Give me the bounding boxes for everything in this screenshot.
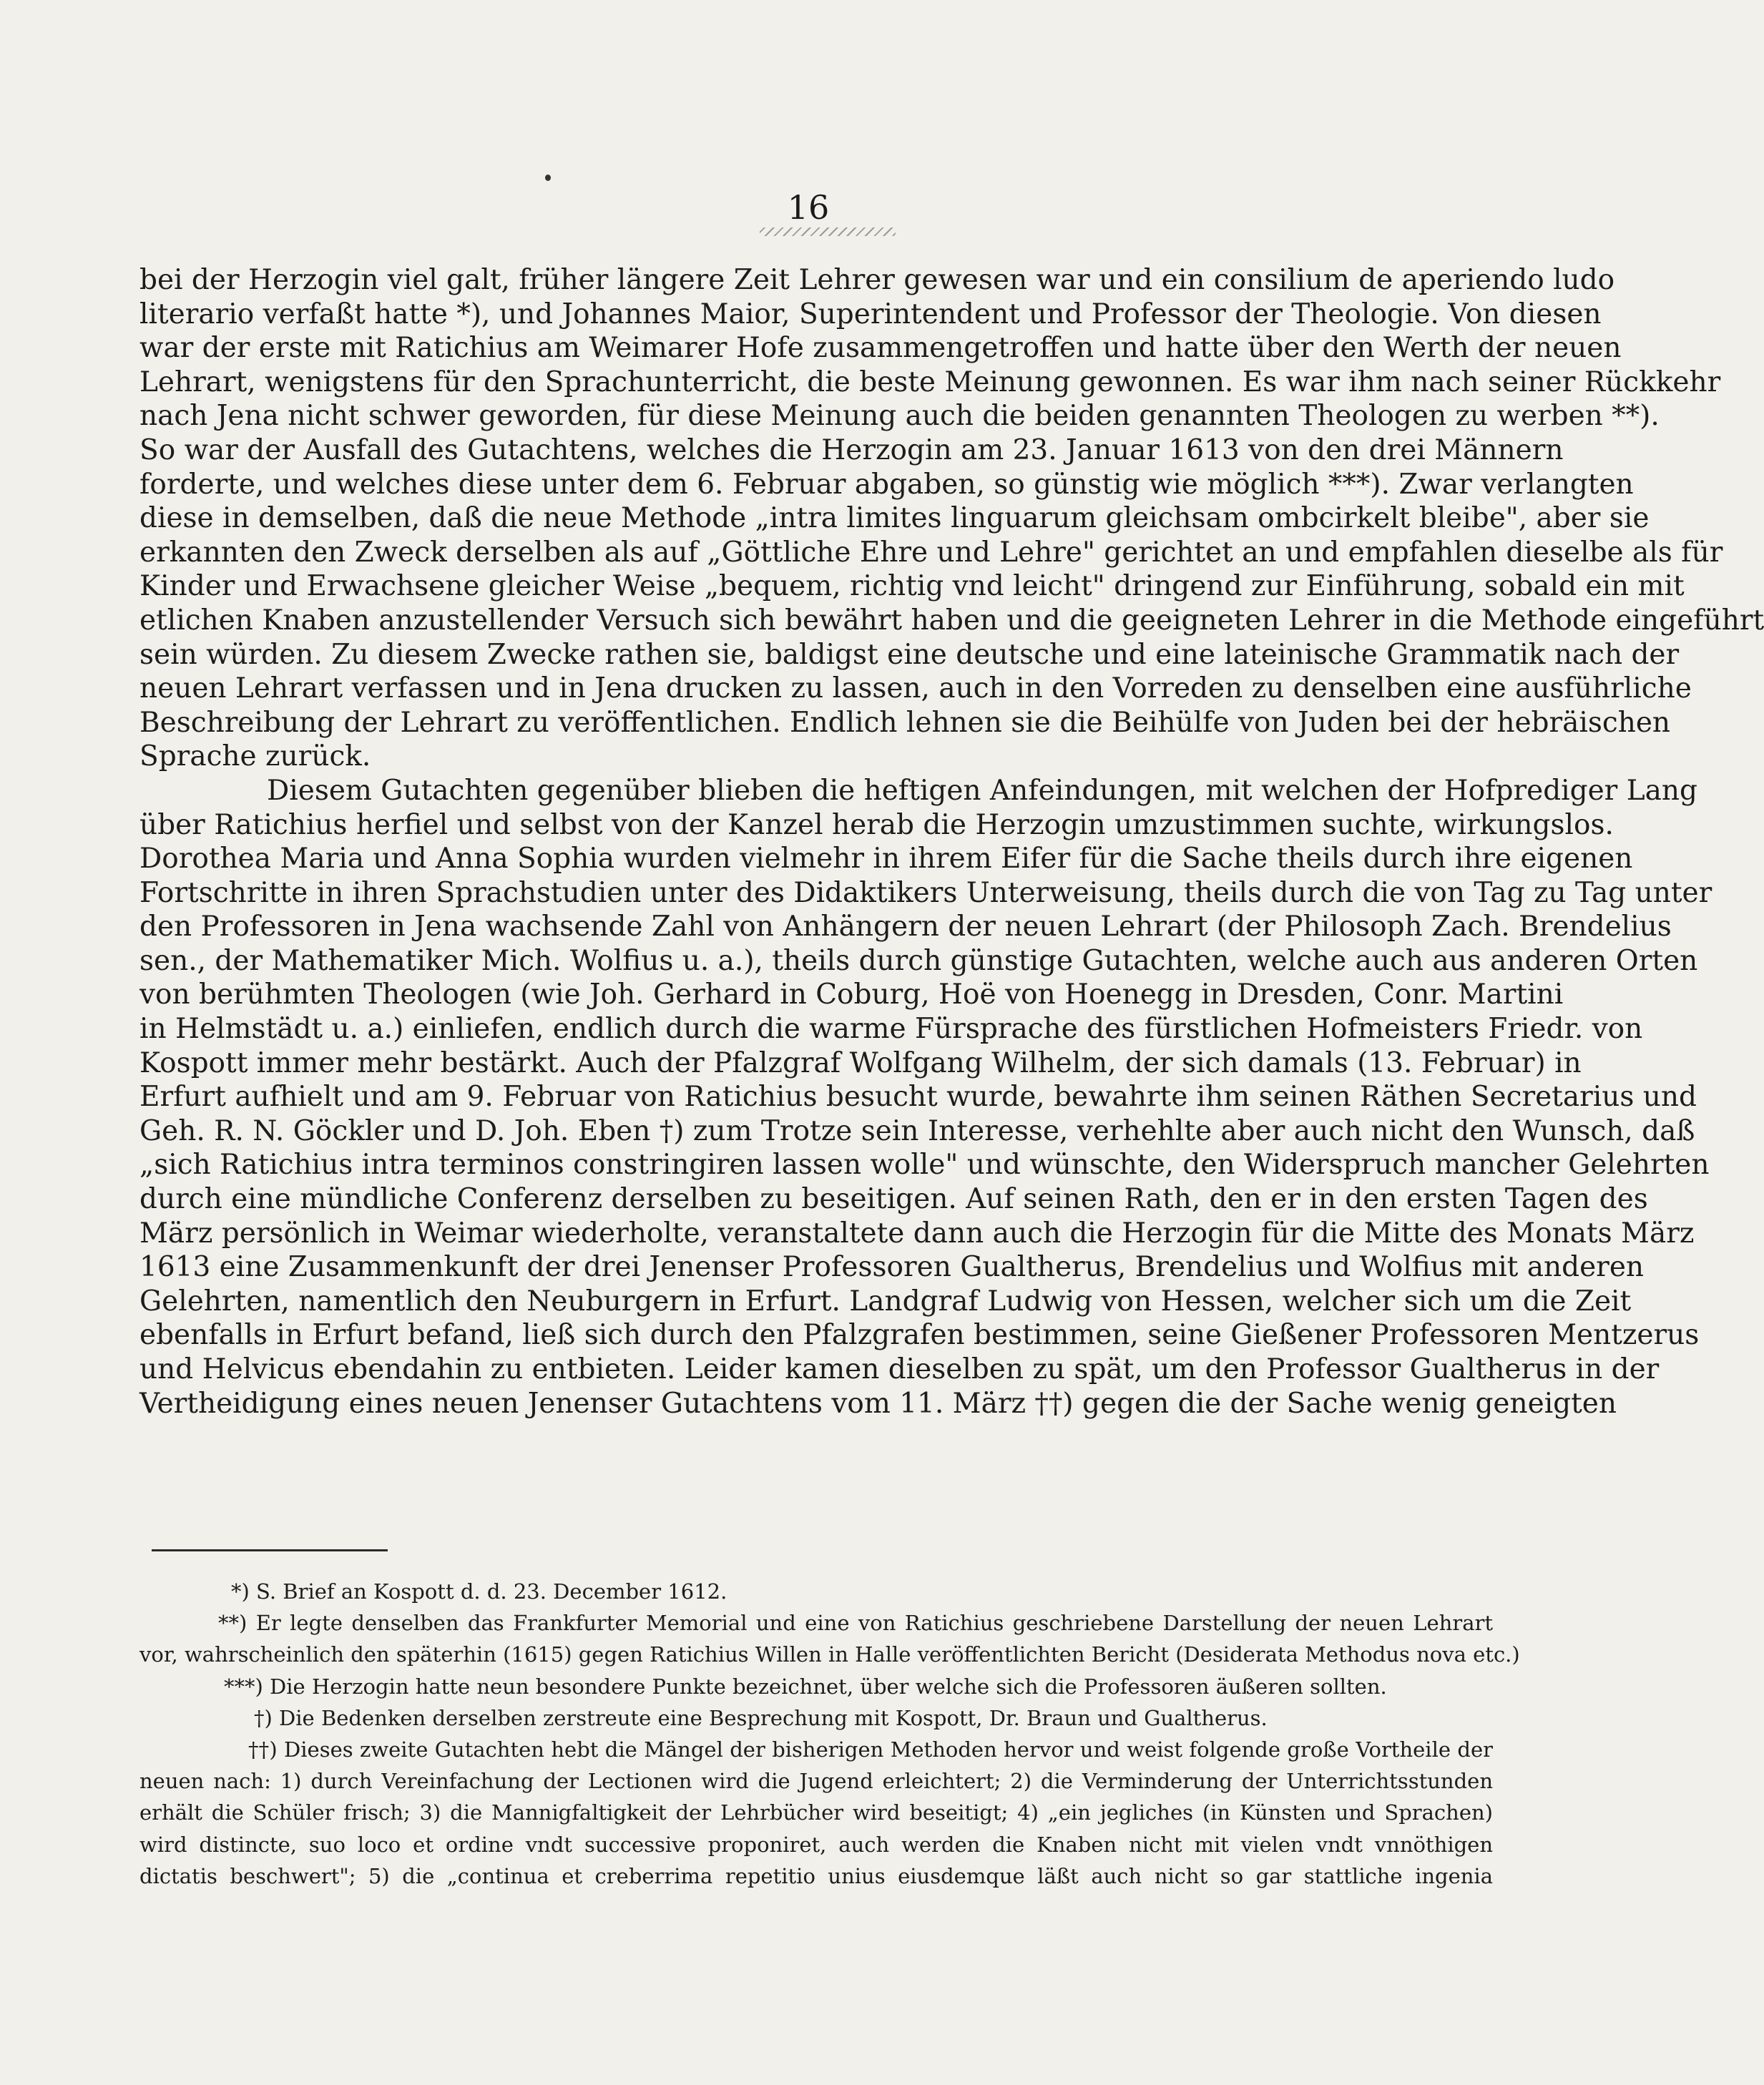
footnote-line: neuen nach: 1) durch Vereinfachung der Lectionen wird die Jugend erleichtert; 2) die Verminderung der Unterrichtsstunden [139, 1769, 1493, 1794]
body-line: sein würden. Zu diesem Zwecke rathen sie, baldigst eine deutsche und eine lateinische Grammatik nach der [139, 638, 1680, 671]
body-line: „sich Ratichius intra terminos constringiren lassen wolle" und wünschte, den Widerspruch mancher Gelehrten [139, 1149, 1710, 1182]
ink-speck [545, 175, 551, 181]
body-line: durch eine mündliche Conferenz derselben zu beseitigen. Auf seinen Rath, den er in den ersten Tagen des [139, 1183, 1648, 1216]
body-line: Diesem Gutachten gegenüber blieben die heftigen Anfeindungen, mit welchen der Hofprediger Lang [267, 774, 1697, 807]
footnote-line: dictatis beschwert"; 5) die „continua et creberrima repetitio unius eiusdemque läßt auch nicht so gar stattliche ingenia [139, 1863, 1493, 1888]
body-line: in Helmstädt u. a.) einliefen, endlich durch die warme Fürsprache des fürstlichen Hofmeisters Friedr. von [139, 1013, 1643, 1046]
body-line: neuen Lehrart verfassen und in Jena drucken zu lassen, auch in den Vorreden zu denselben eine ausführliche [139, 672, 1692, 705]
footnote-line: **) Er legte denselben das Frankfurter Memorial und eine von Ratichius geschriebene Darstellung der neuen Lehrart [218, 1611, 1493, 1636]
body-line: war der erste mit Ratichius am Weimarer Hofe zusammengetroffen und hatte über den Werth der neuen [139, 332, 1622, 365]
footnote-line: vor, wahrscheinlich den späterhin (1615) gegen Ratichius Willen in Halle veröffentlichten Bericht (Desiderata Methodus nova etc.) [139, 1642, 1520, 1667]
body-line: So war der Ausfall des Gutachtens, welches die Herzogin am 23. Januar 1613 von den drei Männern [139, 433, 1564, 466]
body-line: erkannten den Zweck derselben als auf „Göttliche Ehre und Lehre" gerichtet an und empfahlen dieselbe als für [139, 536, 1723, 569]
body-text [139, 263, 1764, 1421]
body-line: Fortschritte in ihren Sprachstudien unter des Didaktikers Unterweisung, theils durch die von Tag zu Tag unter [139, 876, 1712, 909]
body-line: etlichen Knaben anzustellender Versuch sich bewährt haben und die geeigneten Lehrer in die Methode eingeführt [139, 604, 1764, 637]
body-line: Erfurt aufhielt und am 9. Februar von Ratichius besucht wurde, bewahrte ihm seinen Räthen Secretarius und [139, 1081, 1697, 1114]
body-line: nach Jena nicht schwer geworden, für diese Meinung auch die beiden genannten Theologen zu werben **). [139, 400, 1660, 433]
body-line: Kospott immer mehr bestärkt. Auch der Pfalzgraf Wolfgang Wilhelm, der sich damals (13. Februar) in [139, 1046, 1582, 1079]
body-line: sen., der Mathematiker Mich. Wolfius u. a.), theils durch günstige Gutachten, welche auch aus anderen Orten [139, 944, 1698, 977]
body-line: diese in demselben, daß die neue Methode „intra limites linguarum gleichsam ombcirkelt bleibe", aber sie [139, 502, 1650, 535]
body-line: ebenfalls in Erfurt befand, ließ sich durch den Pfalzgrafen bestimmen, seine Gießener Professoren Mentzerus [139, 1319, 1700, 1352]
footnote-line: †) Die Bedenken derselben zerstreute eine Besprechung mit Kospott, Dr. Braun und Gualtherus. [254, 1705, 1268, 1730]
body-line: März persönlich in Weimar wiederholte, veranstaltete dann auch die Herzogin für die Mitte des Monats März [139, 1217, 1695, 1250]
body-line: den Professoren in Jena wachsende Zahl von Anhängern der neuen Lehrart (der Philosoph Zach. Brendelius [139, 911, 1672, 943]
body-line: Beschreibung der Lehrart zu veröffentlichen. Endlich lehnen sie die Beihülfe von Juden bei der hebräischen [139, 706, 1671, 739]
page-number-ornament [760, 227, 896, 236]
footnote-separator [152, 1549, 388, 1551]
body-line: 1613 eine Zusammenkunft der drei Jenenser Professoren Gualtherus, Brendelius und Wolfius mit anderen [139, 1251, 1645, 1284]
body-line: Vertheidigung eines neuen Jenenser Gutachtens vom 11. März ††) gegen die der Sache wenig geneigten [139, 1387, 1617, 1420]
footnote-line: *) S. Brief an Kospott d. d. 23. December 1612. [231, 1579, 727, 1604]
body-line: und Helvicus ebendahin zu entbieten. Leider kamen dieselben zu spät, um den Professor Gualtherus in der [139, 1353, 1660, 1385]
body-line: von berühmten Theologen (wie Joh. Gerhard in Coburg, Hoë von Hoenegg in Dresden, Conr. Martini [139, 978, 1564, 1011]
footnote-line: erhält die Schüler frisch; 3) die Mannigfaltigkeit der Lehrbücher wird beseitigt; 4) „ein jegliches (in Künsten und Sprachen) [139, 1800, 1493, 1825]
body-line: Kinder und Erwachsene gleicher Weise „bequem, richtig vnd leicht" dringend zur Einführung, sobald ein mit [139, 570, 1685, 603]
body-line: Sprache zurück. [139, 740, 371, 773]
body-line: forderte, und welches diese unter dem 6. Februar abgaben, so günstig wie möglich ***). Zwar verlangten [139, 468, 1634, 501]
body-line: bei der Herzogin viel galt, früher längere Zeit Lehrer gewesen war und ein consilium de aperiendo ludo [139, 264, 1615, 296]
body-line: über Ratichius herfiel und selbst von der Kanzel herab die Herzogin umzustimmen suchte, wirkungslos. [139, 808, 1614, 841]
footnote-line: ***) Die Herzogin hatte neun besondere Punkte bezeichnet, über welche sich die Professoren äußeren sollten. [224, 1674, 1387, 1699]
body-line: Lehrart, wenigstens für den Sprachunterricht, die beste Meinung gewonnen. Es war ihm nach seiner Rückkehr [139, 366, 1721, 398]
footnotes [139, 1576, 1520, 1892]
body-line: Geh. R. N. Göckler und D. Joh. Eben †) zum Trotze sein Interesse, verhehlte aber auch nicht den Wunsch, daß [139, 1114, 1695, 1147]
body-line: literario verfaßt hatte *), und Johannes Maior, Superintendent und Professor der Theologie. Von diesen [139, 298, 1602, 330]
footnote-line: wird distincte, suo loco et ordine vndt successive proponiret, auch werden die Knaben nicht mit vielen vndt vnnöthigen [139, 1832, 1493, 1857]
page-number: 16 [787, 188, 830, 227]
body-line: Dorothea Maria und Anna Sophia wurden vielmehr in ihrem Eifer für die Sache theils durch ihre eigenen [139, 843, 1633, 875]
body-line: Gelehrten, namentlich den Neuburgern in Erfurt. Landgraf Ludwig von Hessen, welcher sich um die Zeit [139, 1285, 1632, 1318]
footnote-line: ††) Dieses zweite Gutachten hebt die Mängel der bisherigen Methoden hervor und weist folgende große Vortheile der [248, 1737, 1493, 1762]
